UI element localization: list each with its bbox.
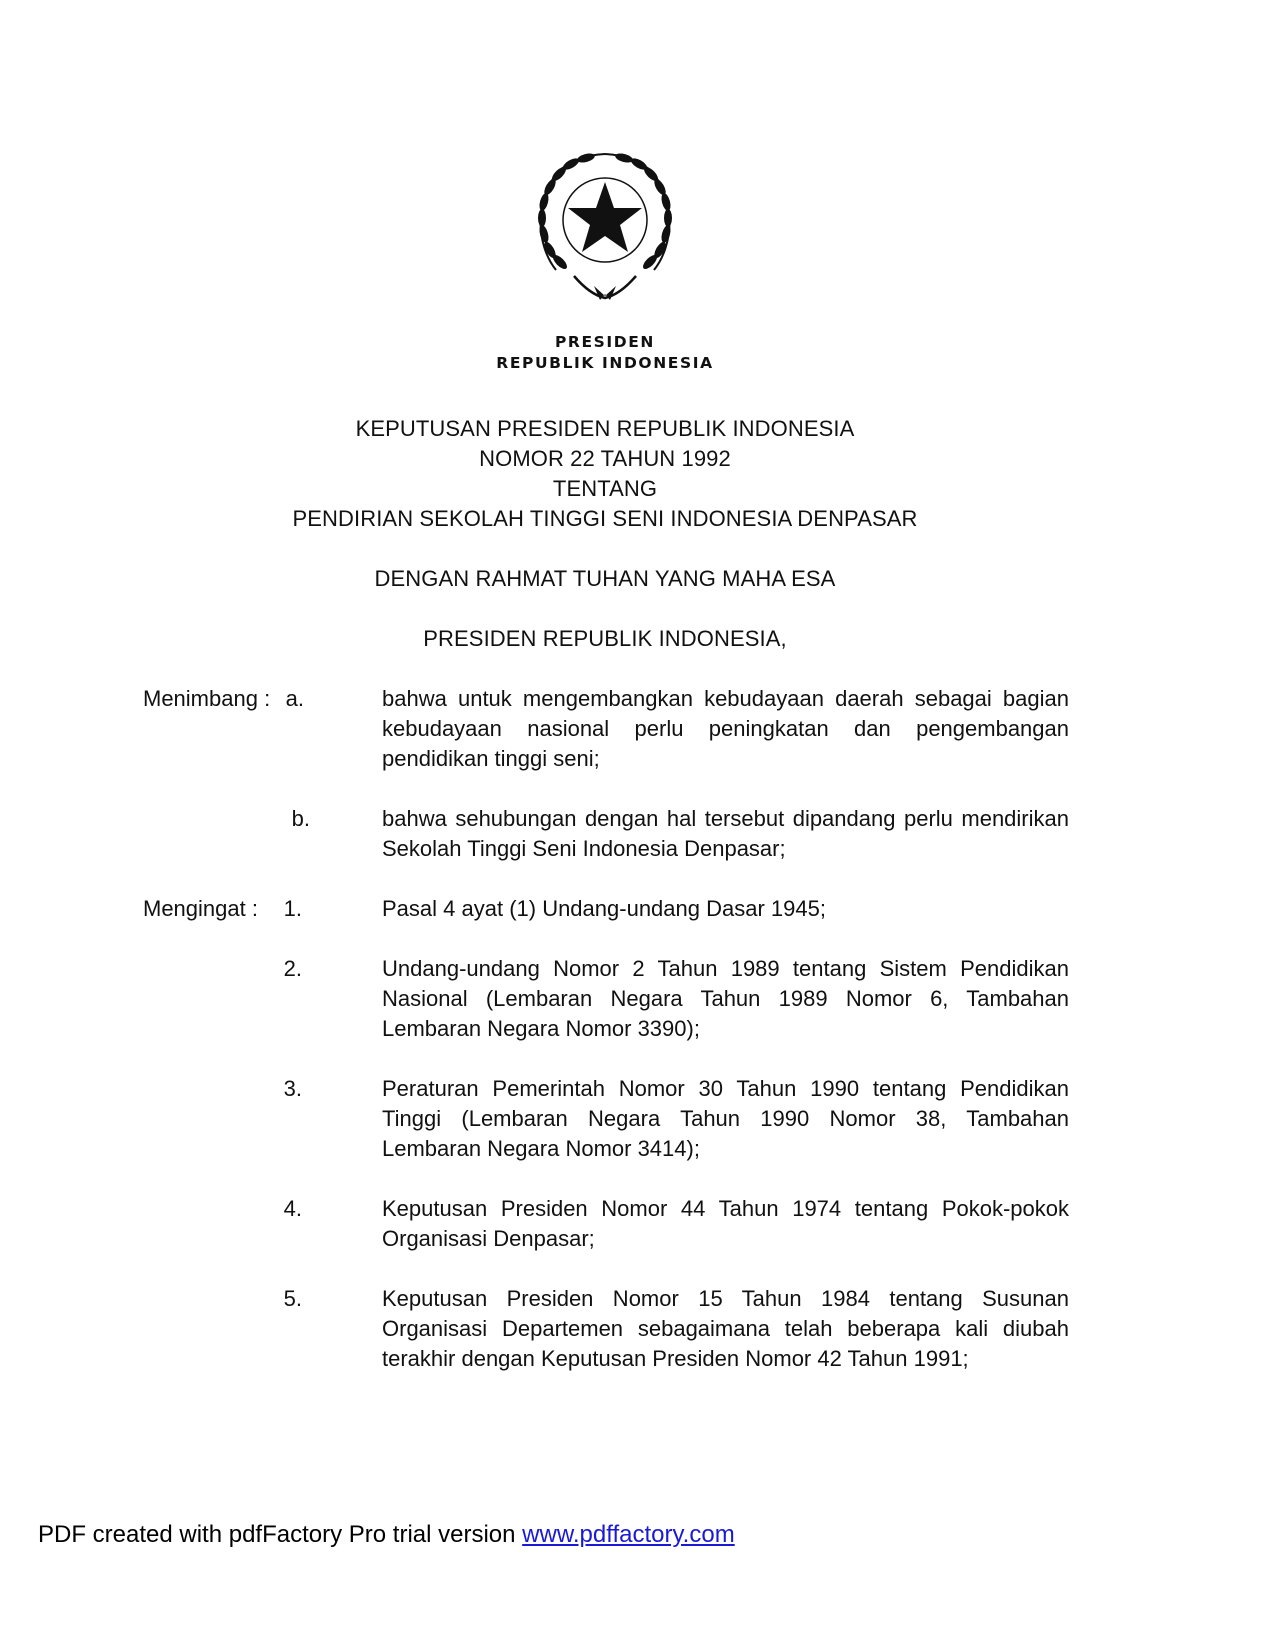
mengingat-text-4: Keputusan Presiden Nomor 44 Tahun 1974 tentang Pokok-pokok Organisasi Denpasar; — [382, 1196, 1069, 1251]
pdffactory-link[interactable]: www.pdffactory.com — [522, 1521, 735, 1548]
decree-subject: PENDIRIAN SEKOLAH TINGGI SENI INDONESIA DENPASAR — [292, 506, 918, 531]
menimbang-label: Menimbang : — [143, 686, 271, 711]
seal-title-presiden: PRESIDEN — [554, 333, 656, 351]
footer-prefix: PDF created with pdfFactory Pro trial version — [38, 1521, 523, 1548]
mengingat-text-2: Undang-undang Nomor 2 Tahun 1989 tentang Sistem Pendidikan Nasional (Lembaran Negara Tahun 1989 Nomor 6, Tambahan Lembaran Negara Nomor 3390); — [382, 956, 1069, 1041]
invocation: DENGAN RAHMAT TUHAN YANG MAHA ESA — [374, 566, 836, 591]
seal-title-republik-indonesia: REPUBLIK INDONESIA — [496, 354, 714, 372]
authority-line: PRESIDEN REPUBLIK INDONESIA, — [423, 626, 787, 651]
menimbang-text-a: bahwa untuk mengembangkan kebudayaan daerah sebagai bagian kebudayaan nasional perlu peningkatan dan pengembangan pendidikan tinggi seni; — [382, 686, 1069, 771]
mengingat-text-1: Pasal 4 ayat (1) Undang-undang Dasar 1945; — [382, 896, 826, 921]
mengingat-marker-4: 4. — [283, 1196, 302, 1221]
menimbang-text-b: bahwa sehubungan dengan hal tersebut dipandang perlu mendirikan Sekolah Tinggi Seni Indonesia Denpasar; — [382, 806, 1069, 861]
pdffactory-footer — [38, 1521, 735, 1549]
presidential-seal-emblem — [536, 150, 674, 304]
menimbang-marker-a: a. — [285, 686, 304, 711]
mengingat-label: Mengingat : — [143, 896, 258, 921]
mengingat-text-5: Keputusan Presiden Nomor 15 Tahun 1984 tentang Susunan Organisasi Departemen sebagaimana telah beberapa kali diubah terakhir dengan Keputusan Presiden Nomor 42 Tahun 1991; — [382, 1286, 1069, 1371]
decree-number: NOMOR 22 TAHUN 1992 — [479, 446, 731, 471]
decree-title: KEPUTUSAN PRESIDEN REPUBLIK INDONESIA — [355, 416, 855, 441]
mengingat-text-3: Peraturan Pemerintah Nomor 30 Tahun 1990 tentang Pendidikan Tinggi (Lembaran Negara Tahun 1990 Nomor 38, Tambahan Lembaran Negara Nomor 3414); — [382, 1076, 1069, 1161]
mengingat-marker-1: 1. — [283, 896, 302, 921]
mengingat-marker-2: 2. — [283, 956, 302, 981]
mengingat-marker-3: 3. — [283, 1076, 302, 1101]
mengingat-marker-5: 5. — [283, 1286, 302, 1311]
menimbang-marker-b: b. — [291, 806, 310, 831]
decree-tentang: TENTANG — [552, 476, 658, 501]
